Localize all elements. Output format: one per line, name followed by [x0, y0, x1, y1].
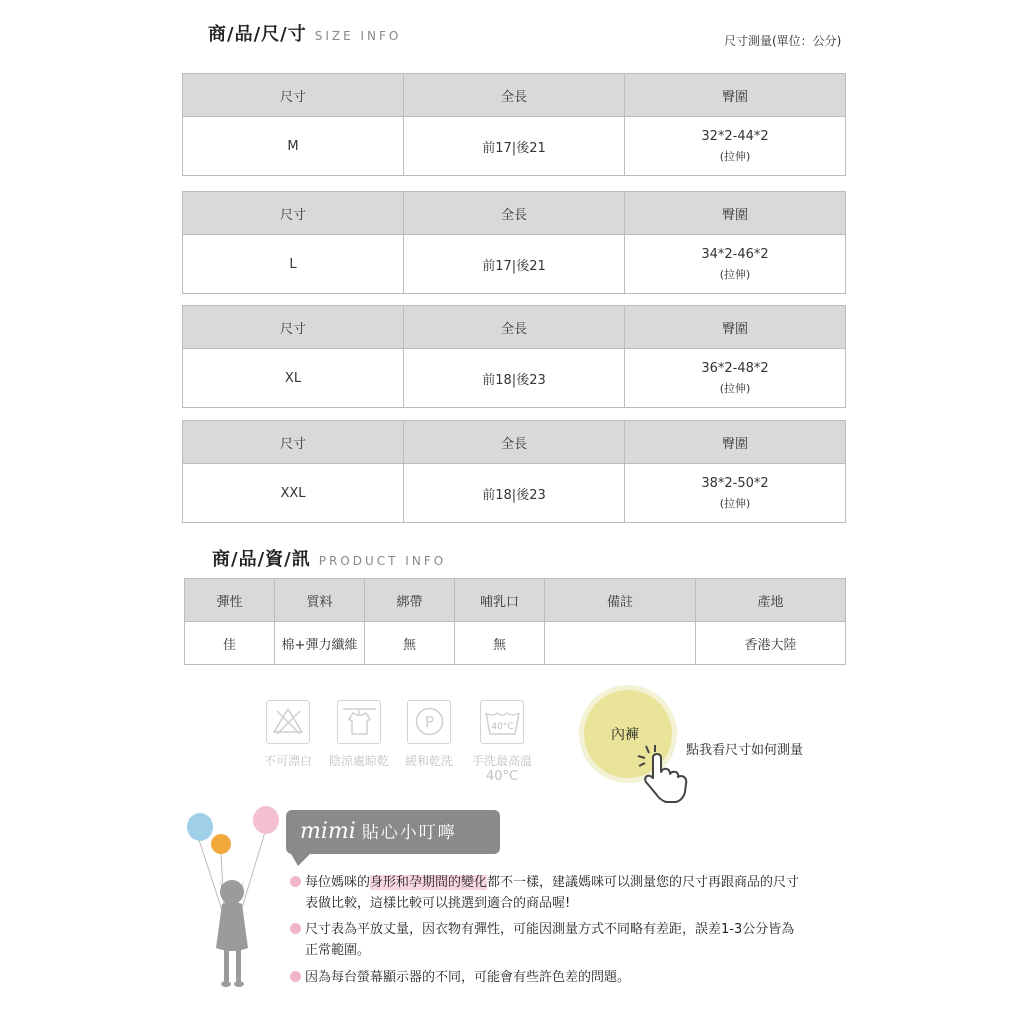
- length-value: 前18|後23: [404, 349, 625, 408]
- tip-note-2-text: [290, 919, 850, 961]
- length-header: 全長: [404, 192, 625, 235]
- origin-header: 產地: [696, 579, 846, 622]
- remarks-value: [545, 622, 696, 665]
- hip-header: 臀圍: [625, 421, 846, 464]
- care-dry-clean: [399, 700, 459, 769]
- size-info-title-zh: 商/品/尺/寸: [208, 24, 307, 45]
- care-label-temp: 40°C: [485, 769, 519, 784]
- hip-value: 38*2-50*2: [701, 475, 769, 491]
- tips-banner-text: [300, 818, 457, 844]
- elasticity-value: 佳: [185, 622, 275, 665]
- tip-note-1-highlight: 身形和孕期間的變化: [370, 875, 488, 890]
- size-table-l: [182, 191, 846, 294]
- balloon-orange: [211, 834, 231, 854]
- length-value: 前17|後21: [404, 235, 625, 294]
- tip-note-1-pre: 每位媽咪的: [305, 875, 371, 890]
- balloon-blue: [187, 813, 213, 841]
- size-value: L: [183, 235, 404, 294]
- size-table-row: [183, 235, 846, 294]
- origin-value: 香港大陸: [696, 622, 846, 665]
- tip-note-2-line1: 尺寸表為平放丈量，因衣物有彈性，可能因測量方式不同略有差距，誤差1-3公分皆為: [305, 922, 795, 937]
- hip-note: (拉伸): [719, 496, 751, 510]
- hip-note: (拉伸): [719, 267, 751, 281]
- balloon-pink: [253, 806, 279, 834]
- care-shade-dry: [329, 700, 389, 769]
- hip-value: 34*2-46*2: [701, 246, 769, 262]
- size-table-row: [183, 464, 846, 523]
- bullet-dot: [290, 876, 301, 887]
- size-value: XL: [183, 349, 404, 408]
- size-value: M: [183, 117, 404, 176]
- product-table-row: [185, 622, 846, 665]
- measure-guide-link[interactable]: 點我看尺寸如何測量: [686, 743, 804, 758]
- material-header: 質料: [275, 579, 365, 622]
- nursing-opening-value: 無: [455, 622, 545, 665]
- length-header: 全長: [404, 306, 625, 349]
- care-label: 緩和乾洗: [404, 754, 453, 768]
- hip-note: (拉伸): [719, 381, 751, 395]
- size-info-title: [208, 20, 401, 46]
- shade-dry-icon: [337, 700, 381, 744]
- length-header: 全長: [404, 421, 625, 464]
- size-table-header: [183, 192, 846, 235]
- tip-note-1-text: [290, 872, 850, 914]
- care-hand-wash: [472, 700, 532, 784]
- hip-value: 32*2-44*2: [701, 128, 769, 144]
- nursing-opening-header: 哺乳口: [455, 579, 545, 622]
- hip-cell: [625, 117, 846, 176]
- hip-header: 臀圍: [625, 306, 846, 349]
- child-silhouette: [216, 880, 248, 987]
- hip-note: (拉伸): [719, 149, 751, 163]
- tip-note-2-line2: 正常範圍。: [305, 943, 371, 958]
- care-label: 陰涼處晾乾: [329, 754, 390, 768]
- size-header: 尺寸: [183, 306, 404, 349]
- strap-header: 綁帶: [365, 579, 455, 622]
- care-label: 不可漂白: [263, 754, 312, 768]
- brand-logo-text: mimi: [300, 819, 356, 844]
- product-table-header: [185, 579, 846, 622]
- hip-cell: [625, 464, 846, 523]
- size-header: 尺寸: [183, 192, 404, 235]
- tips-banner-tail: [290, 852, 312, 866]
- product-info-title-zh: 商/品/資/訊: [212, 549, 311, 570]
- size-table-header: [183, 421, 846, 464]
- remarks-header: 備註: [545, 579, 696, 622]
- dry-clean-icon: [407, 700, 451, 744]
- hip-header: 臀圍: [625, 192, 846, 235]
- length-value: 前17|後21: [404, 117, 625, 176]
- child-balloons-illustration: [180, 800, 290, 996]
- hip-cell: [625, 349, 846, 408]
- size-value: XXL: [183, 464, 404, 523]
- elasticity-header: 彈性: [185, 579, 275, 622]
- hand-wash-icon: [480, 700, 524, 744]
- care-label: 手洗最高溫: [472, 754, 533, 768]
- measure-unit-note: 尺寸測量(單位：公分): [724, 34, 842, 48]
- strap-value: 無: [365, 622, 455, 665]
- tips-title: 貼心小叮嚀: [361, 823, 457, 843]
- product-info-title: [212, 545, 446, 571]
- product-info-title-en: PRODUCT INFO: [318, 554, 447, 568]
- size-table-row: [183, 117, 846, 176]
- hip-cell: [625, 235, 846, 294]
- hip-value: 36*2-48*2: [701, 360, 769, 376]
- tip-note-3: [290, 967, 850, 988]
- bullet-dot: [290, 971, 301, 982]
- length-value: 前18|後23: [404, 464, 625, 523]
- size-table-xxl: [182, 420, 846, 523]
- hand-wash-temp: 40°C: [490, 722, 514, 732]
- tip-note-1: [290, 872, 850, 914]
- size-table-xl: [182, 305, 846, 408]
- size-table-header: [183, 74, 846, 117]
- size-header: 尺寸: [183, 421, 404, 464]
- tip-note-1-line2: 表做比較，這樣比較可以挑選到適合的商品喔!: [305, 896, 571, 911]
- material-value: 棉+彈力纖維: [275, 622, 365, 665]
- no-bleach-icon: [266, 700, 310, 744]
- tip-note-1-post: 都不一樣，建議媽咪可以測量您的尺寸再跟商品的尺寸: [487, 875, 800, 890]
- care-no-bleach: [258, 700, 318, 769]
- size-table-header: [183, 306, 846, 349]
- size-table-m: [182, 73, 846, 176]
- size-info-title-en: SIZE INFO: [314, 29, 402, 43]
- product-info-table: [184, 578, 846, 665]
- tip-note-3-text: 因為每台螢幕顯示器的不同，可能會有些許色差的問題。: [305, 970, 631, 985]
- bullet-dot: [290, 923, 301, 934]
- underwear-label[interactable]: 內褲: [611, 727, 639, 743]
- hip-header: 臀圍: [625, 74, 846, 117]
- length-header: 全長: [404, 74, 625, 117]
- dry-clean-letter: P: [424, 713, 434, 731]
- size-header: 尺寸: [183, 74, 404, 117]
- tip-note-2: [290, 919, 850, 961]
- size-table-row: [183, 349, 846, 408]
